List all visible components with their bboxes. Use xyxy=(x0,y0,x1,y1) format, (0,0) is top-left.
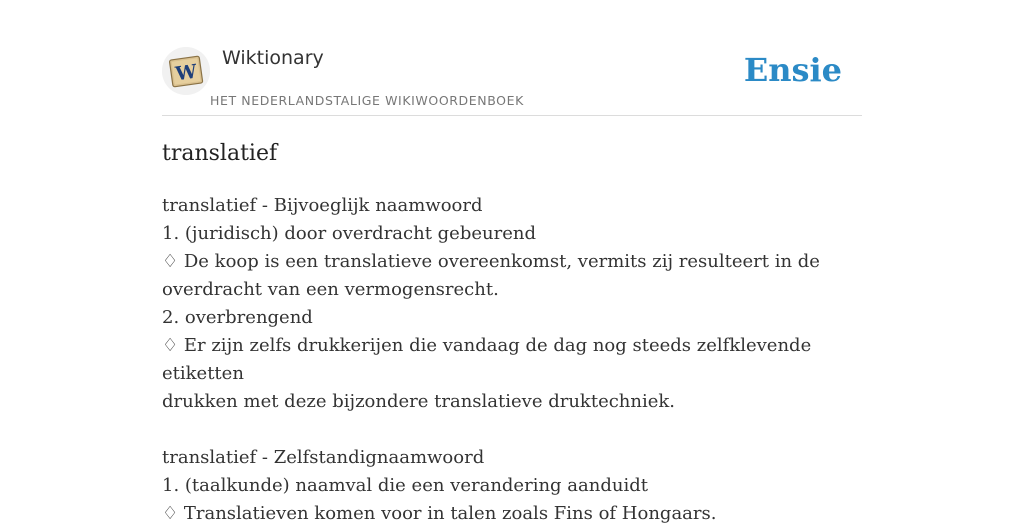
wiktionary-logo-icon[interactable] xyxy=(162,47,210,95)
example-line: ♢ Translatieven komen voor in talen zoals Fins of Hongaars. xyxy=(162,503,717,524)
entry-heading: translatief - Bijvoeglijk naamwoord xyxy=(162,195,483,216)
site-name[interactable]: Wiktionary xyxy=(222,47,324,69)
header xyxy=(162,0,862,116)
definition-line: 1. (taalkunde) naamval die een verandering aanduidt xyxy=(162,475,648,496)
page-title: translatief xyxy=(162,141,278,166)
example-line: ♢ De koop is een translatieve overeenkomst, vermits zij resulteert in de xyxy=(162,251,820,272)
definition-content xyxy=(162,192,862,528)
definition-line: 2. overbrengend xyxy=(162,307,313,328)
logo-letter: W xyxy=(174,60,199,86)
definition-line: 1. (juridisch) door overdracht gebeurend xyxy=(162,223,536,244)
ensie-brand-link[interactable]: Ensie xyxy=(743,51,842,89)
example-line: ♢ Er zijn zelfs drukkerijen die vandaag de dag nog steeds zelfklevende etiketten xyxy=(162,335,812,384)
example-line: overdracht van een vermogensrecht. xyxy=(162,279,499,300)
site-tagline: HET NEDERLANDSTALIGE WIKIWOORDENBOEK xyxy=(210,93,524,108)
example-line: drukken met deze bijzondere translatieve druktechniek. xyxy=(162,391,676,412)
entry-spacer xyxy=(162,416,862,444)
entry-heading: translatief - Zelfstandignaamwoord xyxy=(162,447,485,468)
